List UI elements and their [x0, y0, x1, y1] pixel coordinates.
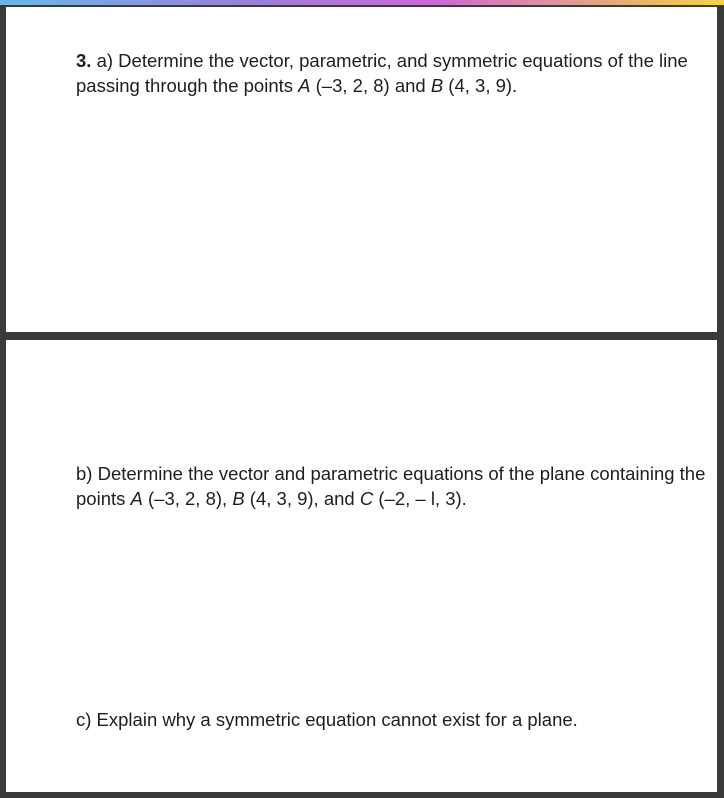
question-number: 3. — [76, 50, 92, 71]
question-parts-b-c-panel — [6, 340, 717, 792]
question-part-a-panel — [6, 7, 717, 332]
question-part-c: c) Explain why a symmetric equation cannot exist for a plane. — [76, 709, 578, 730]
part-a-lead: a) Determine the vector, parametric, and symmetric equations of the line passing through the points — [76, 50, 688, 96]
top-accent-bar — [0, 0, 724, 5]
point-b-label: B — [430, 75, 444, 96]
question-part-a — [76, 48, 706, 98]
point-b-coords: (4, 3, 9). — [443, 75, 518, 96]
point-a-coords: (–3, 2, 8), — [142, 488, 233, 509]
point-c-label: C — [359, 488, 374, 509]
point-a-label: A — [130, 488, 143, 509]
point-a-label: A — [298, 75, 311, 96]
point-c-coords: (–2, – l, 3). — [373, 488, 467, 509]
point-b-coords: (4, 3, 9), and — [244, 488, 360, 509]
part-b-lead: b) Determine the vector and parametric equations of the plane containing the points — [76, 463, 706, 509]
question-part-b — [76, 461, 706, 511]
point-a-coords: (–3, 2, 8) and — [310, 75, 431, 96]
point-b-label: B — [232, 488, 245, 509]
